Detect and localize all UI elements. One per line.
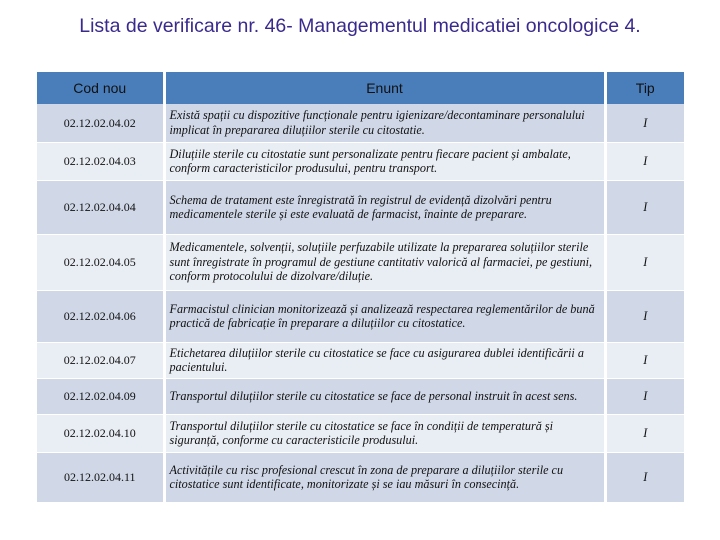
row-text: Diluțiile sterile cu citostatie sunt personalizate pentru fiecare pacient și ambalate, conform caracteristicilor produsului, pentru transport. <box>164 142 605 180</box>
row-type: I <box>605 142 684 180</box>
row-code: 02.12.02.04.07 <box>37 342 164 378</box>
row-code: 02.12.02.04.06 <box>37 290 164 342</box>
header-row <box>37 72 684 104</box>
row-code: 02.12.02.04.11 <box>37 452 164 502</box>
row-text: Schema de tratament este înregistrată în registrul de evidență dizolvări pentru medicamentele sterile și este evaluată de farmacist, înainte de preparare. <box>164 180 605 234</box>
row-code: 02.12.02.04.09 <box>37 378 164 414</box>
table-row <box>37 290 684 342</box>
row-type: I <box>605 342 684 378</box>
slide-title: Lista de verificare nr. 46- Managementul medicatiei oncologice 4. <box>79 15 641 37</box>
row-code: 02.12.02.04.04 <box>37 180 164 234</box>
table-row <box>37 414 684 452</box>
table-row <box>37 142 684 180</box>
checklist-table <box>37 72 684 503</box>
row-text: Transportul diluțiilor sterile cu citostatice se face de personal instruit în acest sens. <box>164 378 605 414</box>
row-text: Farmacistul clinician monitorizează și analizează respectarea reglementărilor de bună practică de fabricație în preparare a diluțiilor cu citostatice. <box>164 290 605 342</box>
table-row <box>37 180 684 234</box>
row-type: I <box>605 180 684 234</box>
row-type: I <box>605 104 684 142</box>
table-row <box>37 342 684 378</box>
row-text: Activitățile cu risc profesional crescut în zona de preparare a diluțiilor sterile cu citostatice sunt identificate, monitorizate și se iau măsuri în consecință. <box>164 452 605 502</box>
table-row <box>37 378 684 414</box>
row-code: 02.12.02.04.03 <box>37 142 164 180</box>
row-text: Medicamentele, solvenții, soluțiile perfuzabile utilizate la prepararea soluțiilor sterile sunt înregistrate în programul de gestiune cantitativ valorică al farmaciei, pe gestiuni, conform protocolului de dizolvare/diluție. <box>164 234 605 290</box>
row-code: 02.12.02.04.10 <box>37 414 164 452</box>
row-text: Transportul diluțiilor sterile cu citostatice se face în condiții de temperatură și siguranță, conforme cu caracteristicile produsului. <box>164 414 605 452</box>
row-type: I <box>605 234 684 290</box>
table-row <box>37 104 684 142</box>
header-code: Cod nou <box>37 72 164 104</box>
table-row <box>37 234 684 290</box>
header-statement: Enunt <box>164 72 605 104</box>
row-text: Etichetarea diluțiilor sterile cu citostatice se face cu asigurarea dublei identificării a pacientului. <box>164 342 605 378</box>
table-row <box>37 452 684 502</box>
row-text: Există spații cu dispozitive funcționale pentru igienizare/decontaminare personalului implicat în prepararea diluțiilor sterile cu citostatie. <box>164 104 605 142</box>
row-code: 02.12.02.04.05 <box>37 234 164 290</box>
row-type: I <box>605 290 684 342</box>
row-type: I <box>605 414 684 452</box>
row-code: 02.12.02.04.02 <box>37 104 164 142</box>
header-type: Tip <box>605 72 684 104</box>
row-type: I <box>605 452 684 502</box>
row-type: I <box>605 378 684 414</box>
